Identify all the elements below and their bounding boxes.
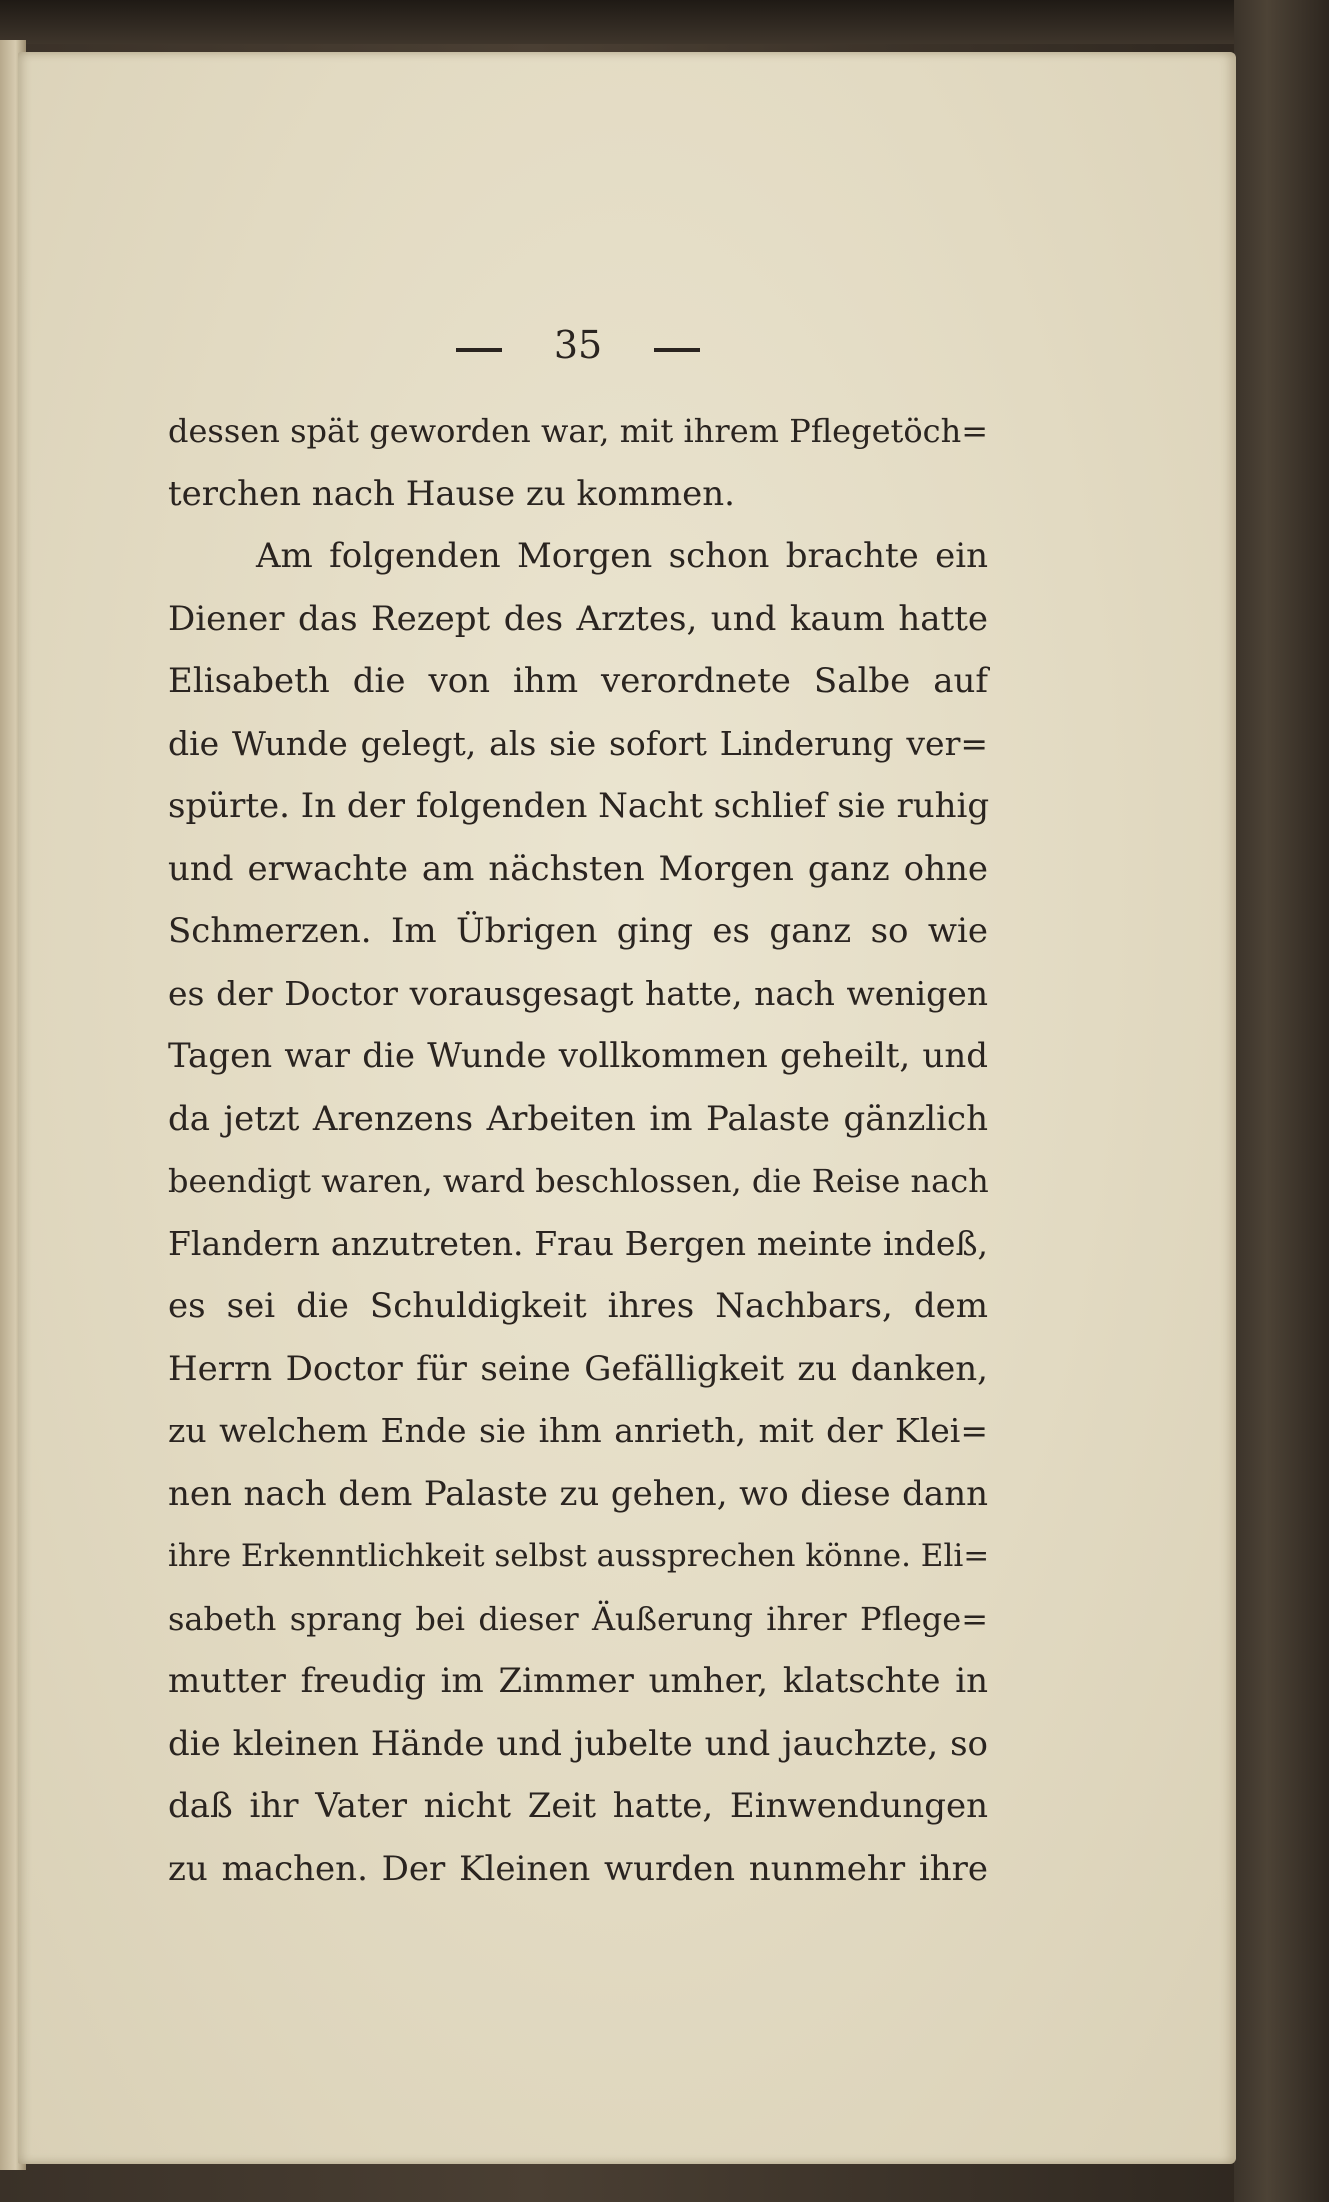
text-line: dessen spät geworden war, mit ihrem Pflegetöch= (168, 412, 988, 450)
right-dash (654, 348, 700, 352)
text-line: sabeth sprang bei dieser Äußerung ihrer Pflege= (168, 1599, 988, 1638)
text-line: Diener das Rezept des Arztes, und kaum hatte (168, 598, 988, 639)
text-line: Am folgenden Morgen schon brachte ein (256, 536, 988, 576)
text-line: daß ihr Vater nicht Zeit hatte, Einwendungen (168, 1786, 988, 1826)
left-dash (456, 348, 502, 352)
text-line: und erwachte am nächsten Morgen ganz ohne (168, 848, 988, 889)
text-line: Schmerzen. Im Übrigen ging es ganz so wie (168, 911, 988, 951)
text-line: mutter freudig im Zimmer umher, klatschte in (168, 1661, 988, 1701)
text-line: Flandern anzutreten. Frau Bergen meinte indeß, (168, 1223, 988, 1263)
text-line: spürte. In der folgenden Nacht schlief sie ruhig (168, 786, 990, 826)
book-top-edge (0, 0, 1329, 44)
text-line: die kleinen Hände und jubelte und jauchzte, so (168, 1723, 988, 1764)
text-line: Tagen war die Wunde vollkommen geheilt, und (168, 1036, 988, 1076)
text-line: Elisabeth die von ihm verordnete Salbe auf (168, 661, 988, 701)
text-line: es sei die Schuldigkeit ihres Nachbars, dem (168, 1286, 988, 1326)
page-header (408, 320, 748, 370)
page-number: 35 (553, 323, 603, 367)
text-line: terchen nach Hause zu kommen. (168, 473, 735, 514)
text-line: zu machen. Der Kleinen wurden nunmehr ihre (168, 1848, 988, 1889)
text-line: nen nach dem Palaste zu gehen, wo diese dann (168, 1473, 988, 1514)
page-sheet (18, 52, 1236, 2164)
text-line: es der Doctor vorausgesagt hatte, nach wenigen (168, 973, 988, 1013)
text-line: ihre Erkenntlichkeit selbst aussprechen könne. Eli= (168, 1538, 990, 1574)
text-line: Herrn Doctor für seine Gefälligkeit zu danken, (168, 1348, 988, 1389)
text-line: beendigt waren, ward beschlossen, die Reise nach (168, 1162, 989, 1200)
text-line: da jetzt Arenzens Arbeiten im Palaste gänzlich (168, 1098, 988, 1139)
book-cover-edge (1234, 0, 1329, 2202)
body-text (168, 400, 988, 1920)
text-line: zu welchem Ende sie ihm anrieth, mit der Klei= (168, 1411, 988, 1450)
text-line: die Wunde gelegt, als sie sofort Linderung ver= (168, 723, 988, 763)
